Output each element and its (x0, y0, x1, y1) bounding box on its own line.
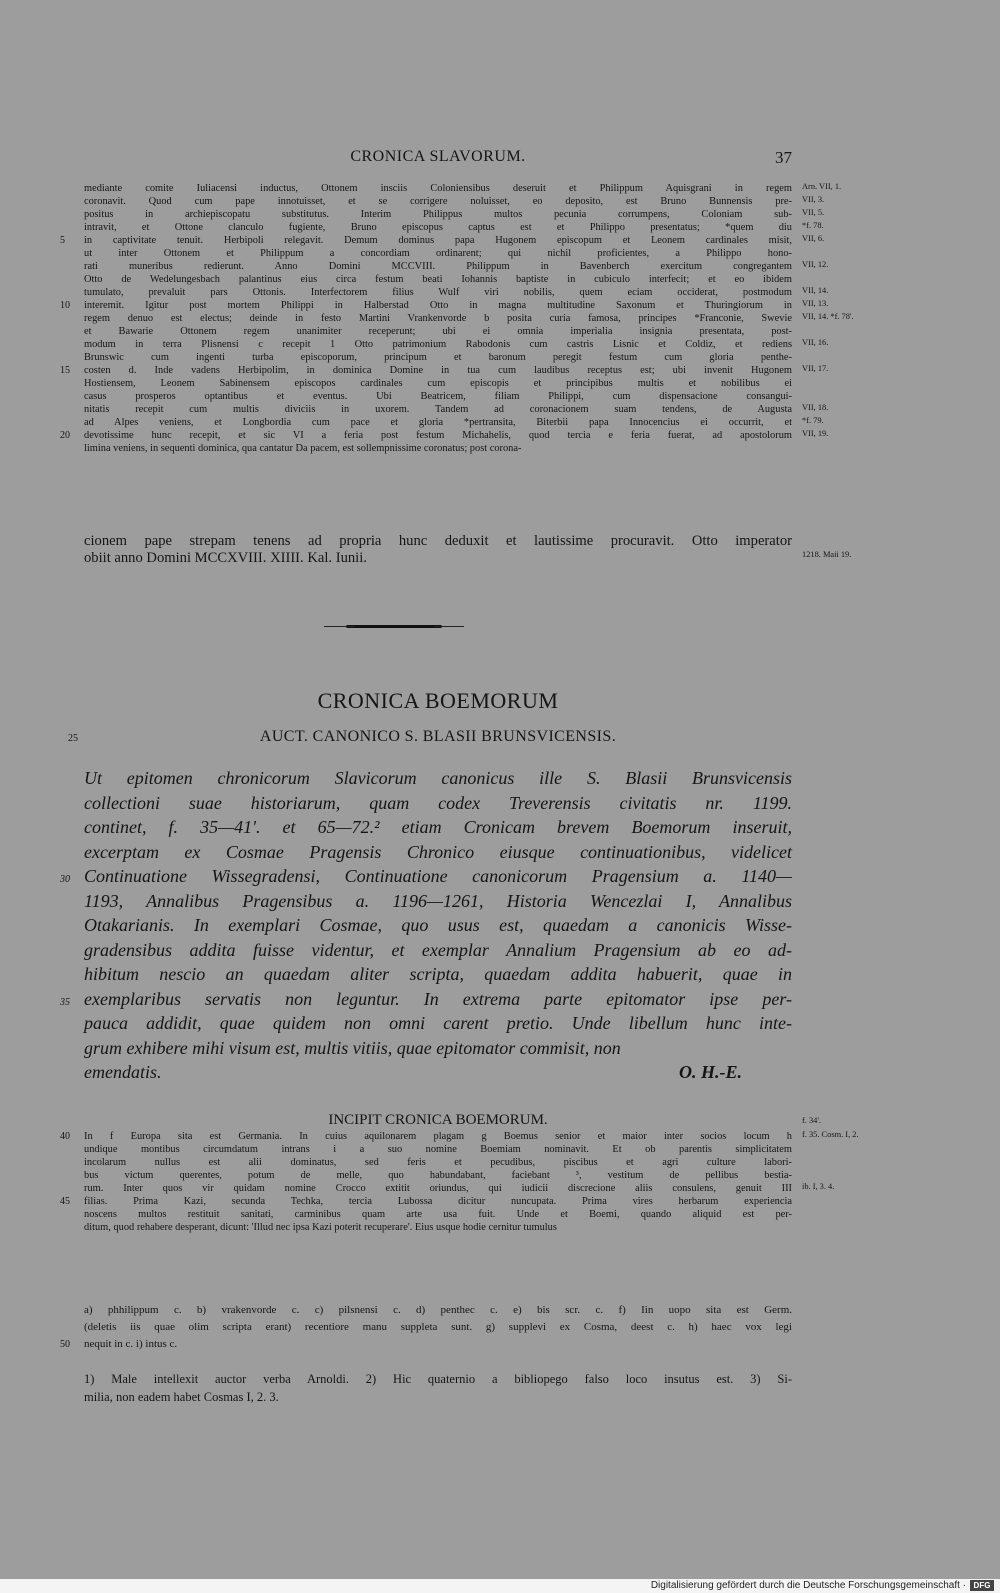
line-text: rati muneribus redierunt. Anno Domini MCCVIII. Philippum in Bavenberch exercitum congregantem (84, 261, 792, 272)
text-line (60, 987, 792, 1012)
text-line (60, 1195, 792, 1208)
text-line (84, 889, 792, 914)
line-text: Hostiensem, Leonem Sabinensem episcopos cardinales cum episcopis et principibus multis et nobilibus ei (84, 378, 792, 389)
line-text: a) phhilippum c. b) vrakenvorde c. c) pilsnensi c. d) penthec c. e) bis scr. c. f) Iin uopo sita est Germ. (84, 1304, 792, 1316)
text-line (84, 286, 829, 299)
margin-reference: VII, 14. (802, 286, 829, 295)
chronicle-slavorum-text (60, 182, 854, 455)
text-line (60, 299, 829, 312)
line-text: grum exhibere mihi visum est, multis vitiis, quae epitomator commisit, non (84, 1037, 621, 1058)
line-number: 10 (60, 300, 70, 311)
editor-introduction (60, 766, 792, 1085)
text-line (84, 840, 792, 865)
text-line (84, 962, 792, 987)
margin-reference: VII, 6. (802, 234, 825, 243)
line-text: bus victum querentes, potum de melle, quo habundabant, faciebant ³, vestitum de pellibus bestia- (84, 1170, 792, 1181)
page-number: 37 (775, 148, 792, 167)
margin-reference: VII, 17. (802, 364, 829, 373)
line-text: filias. Prima Kazi, secunda Techka, tercia Lubossa dicitur nuncupata. Prima vires herbarum experiencia (84, 1196, 792, 1207)
line-text: Ut epitomen chronicorum Slavicorum canonicus ille S. Blasii Brunsvicensis (84, 768, 792, 788)
margin-reference: ib. I, 3. 4. (802, 1182, 835, 1191)
line-number: 30 (60, 874, 70, 885)
margin-reference: 1218. Maii 19. (802, 550, 852, 559)
line-text: modum in terra Plisnensi c recepit 1 Otto patrimonium Rabodonis cum castris Lisnic et Coldiz, et rediens (84, 339, 792, 350)
text-line (84, 913, 792, 938)
line-text: ad Alpes veniens, et Longbordia cum pace et gloria *pertransita, Biterbii papa Innocencius ei occurrit, et (84, 417, 792, 428)
line-text: exemplaribus servatis non leguntur. In extrema parte epitomator ipse per- (84, 988, 792, 1009)
text-line (84, 1302, 792, 1319)
margin-reference: *f. 79. (802, 416, 824, 425)
text-line (84, 938, 792, 963)
margin-reference: VII, 3. (802, 195, 825, 204)
text-line (84, 351, 792, 364)
text-line (84, 1221, 792, 1234)
line-text: rum. Inter quos vir quidam nomine Crocco extitit oriundus, qui iudicii discrecione aliis consulens, genuit III (84, 1183, 792, 1194)
text-line (84, 312, 854, 325)
line-text: Otto de Wedelungesbach palantinus eius circa festum beati Iohannis baptiste in cubiculo interfecit; et eo ibidem (84, 274, 792, 285)
line-text: casus prosperos optantibus et eventus. Ubi Beatricem, filiam Philippi, cum dispensacione consangui- (84, 391, 792, 402)
text-line (84, 221, 824, 234)
line-text: nequit in c. i) intus c. (84, 1338, 178, 1350)
section-title: CRONICA BOEMORUM (317, 688, 559, 713)
editor-signature: O. H.-E. (679, 1062, 742, 1082)
line-text: et Bawarie Ottonem regem unanimiter receperunt; ubi ei omnia imperialia insignia presentata, post- (84, 326, 792, 337)
line-number: 20 (60, 430, 70, 441)
text-line (84, 1182, 835, 1195)
line-text: interemit. Igitur post mortem Philippi in Halberstad Otto in magna multitudine Saxonum et Thuringiorum in (84, 300, 792, 311)
margin-reference: VII, 19. (802, 429, 829, 438)
line-text: intravit, et Ottone clanculo fugiente, Bruno episcopus captus est et Philippo presentatus; *quem diu (84, 222, 792, 233)
line-text: 1) Male intellexit auctor verba Arnoldi. 2) Hic quaternio a bibliopego falso loco insutus est. 3) Si- (84, 1372, 792, 1386)
text-line (84, 338, 829, 351)
dfg-logo-icon: DFG (970, 1580, 994, 1591)
critical-apparatus (60, 1302, 792, 1353)
line-text: In f Europa sita est Germania. In cuius aquilonarem plagam g Boemus senior et maior inter socios locum h (84, 1131, 792, 1142)
text-line (84, 791, 792, 816)
text-line (84, 1208, 792, 1221)
text-line (84, 1388, 792, 1406)
running-title: CRONICA SLAVORUM. (350, 148, 526, 165)
text-line (60, 1336, 792, 1353)
text-line (84, 273, 792, 286)
margin-reference: Arn. VII, 1. (802, 182, 842, 191)
text-line (84, 208, 825, 221)
line-number: 50 (60, 1339, 70, 1350)
text-line (84, 1319, 792, 1336)
line-text: (deletis iis quae olim scripta erant) recentiore manu suppleta sunt. g) supplevi ex Cosma, deest c. h) haec vox legi (84, 1321, 792, 1333)
margin-reference: VII, 14. *f. 78'. (802, 312, 854, 321)
text-line (84, 325, 792, 338)
line-text: positus in archiepiscopatu substitutus. Interim Philippus multos pecunia corrumpens, Coloniam sub- (84, 209, 792, 220)
digitization-footer (0, 1579, 1000, 1593)
line-text: Otakarianis. In exemplari Cosmae, quo usus est, quaedam a canonicis Wisse- (84, 915, 792, 935)
text-line (84, 390, 792, 403)
text-line (84, 247, 792, 260)
line-text: obiit anno Domini MCCXVIII. XIIII. Kal. Iunii. (84, 550, 367, 566)
text-line (84, 377, 792, 390)
line-text: ut inter Ottonem et Philippum a concordiam ordinarent; qui nichil proficientes, a Philippo hono- (84, 248, 792, 259)
text-line (60, 429, 829, 442)
line-text: ditum, quod rehabere desperant, dicunt: 'Illud nec ipsa Kazi poterit recuperare'. Eius usque hodie cernitur tumulus (84, 1222, 557, 1233)
text-line (84, 1169, 792, 1182)
text-line (84, 416, 824, 429)
section-divider-ornament (346, 625, 442, 628)
text-line (60, 234, 825, 247)
text-line (84, 1011, 792, 1036)
chronicle-closing-lines (84, 533, 852, 567)
line-text: excerptam ex Cosmae Pragensis Chronico eiusque continuationibus, videlicet (84, 841, 792, 862)
text-line (84, 766, 792, 791)
text-line (60, 864, 792, 889)
line-text: costen d. Inde vadens Herbipolim, in dominica Domine in tua cum laudibus receptus est; ubi invenit Hugonem (84, 365, 792, 376)
text-line (84, 403, 829, 416)
text-line (84, 815, 792, 840)
line-text: collectioni suae historiarum, quam codex Treverensis civitatis nr. 1199. (84, 792, 792, 813)
text-line (84, 195, 825, 208)
line-number: 5 (60, 235, 65, 246)
line-text: emendatis. (84, 1062, 162, 1082)
text-line (60, 364, 829, 377)
margin-reference: VII, 12. (802, 260, 829, 269)
line-text: Brunswic cum ingenti turba episcoporum, principum et baronum peregit festum cum gloria penthe- (84, 352, 792, 363)
line-number: 15 (60, 365, 70, 376)
folio-note: f. 34'. (802, 1116, 821, 1125)
line-text: coronavit. Quod cum pape innotuisset, et se corrigere noluisset, eo deposito, est Bruno Bunnensis pre- (84, 196, 792, 207)
text-line (84, 533, 792, 550)
line-text: tumulato, prevaluit pars Ottonis. Interfectorem filius Wulf viri nobilis, quem eciam occiderat, postmodum (84, 287, 792, 298)
text-line (84, 1156, 792, 1169)
text-line (84, 182, 842, 195)
line-text: nitatis recepit cum multis diviciis in uxorem. Tandem ad coronacionem suam tendens, de Augusta (84, 404, 792, 415)
line-number: 40 (60, 1131, 70, 1142)
text-line (84, 1143, 792, 1156)
margin-reference: *f. 78. (802, 221, 824, 230)
chronicle-boemorum-text (60, 1130, 859, 1234)
text-line (84, 260, 829, 273)
line-text: Continuatione Wissegradensi, Continuatione canonicorum Pragensium a. 1140— (84, 866, 792, 886)
margin-reference: VII, 18. (802, 403, 829, 412)
margin-reference: VII, 16. (802, 338, 829, 347)
line-text: milia, non eadem habet Cosmas I, 2. 3. (84, 1390, 279, 1404)
line-text: mediante comite Iuliacensi inductus, Ottonem insciis Coloniensibus deseruit et Philippum Aquisgrani in regem (84, 183, 792, 194)
line-text: in captivitate tenuit. Herbipoli relegavit. Demum dominus papa Hugonem episcopum et Leonem cardinales misit, (84, 235, 792, 246)
margin-reference: VII, 13. (802, 299, 829, 308)
margin-reference: VII, 5. (802, 208, 825, 217)
line-text: gradensibus addita fuisse videntur, et exemplar Annalium Pragensium ab eo ad- (84, 939, 792, 960)
line-text: continet, f. 35—41'. et 65—72.² etiam Cronicam brevem Boemorum inseruit, (84, 817, 792, 837)
footer-credit: Digitalisierung gefördert durch die Deutsche Forschungsgemeinschaft · (650, 1580, 966, 1591)
line-text: pauca addidit, quae quidem non omni carent pretio. Unde libellum hunc inte- (84, 1013, 792, 1033)
text-line (84, 1036, 792, 1061)
text-line (84, 1370, 792, 1388)
line-text: 1193, Annalibus Pragensibus a. 1196—1261, Historia Wencezlai I, Annalibus (84, 890, 792, 911)
text-line (60, 1130, 859, 1143)
incipit-heading: INCIPIT CRONICA BOEMORUM. (328, 1112, 548, 1128)
line-text: devotissime hunc recepit, et sic VI a feria post festum Michahelis, quod tercia e feria fuerat, ad apostolorum (84, 430, 792, 441)
text-line (84, 1060, 792, 1085)
margin-reference: f. 35. Cosm. I, 2. (802, 1130, 859, 1139)
page-header (84, 148, 792, 172)
line-number: 25 (68, 733, 78, 744)
section-subtitle: AUCT. CANONICO S. BLASII BRUNSVICENSIS. (259, 728, 617, 745)
text-line (84, 550, 852, 567)
line-text: cionem pape strepam tenens ad propria hunc deduxit et lautissime procuravit. Otto imperator (84, 533, 792, 549)
line-number: 35 (60, 996, 70, 1008)
line-text: undique montibus circumdatum intrans i a suo nomine Boemiam nominavit. Et ob parentis simplicitatem (84, 1144, 792, 1155)
editor-notes (84, 1370, 792, 1406)
line-text: regem denuo est electus; deinde in festo Martini Vrankenvorde b posita curia famosa, principes *Franconie, Swevie (84, 313, 792, 324)
line-text: hibitum nescio an quaedam aliter scripta, quaedam addita habuerit, quae in (84, 964, 792, 984)
line-text: incolarum nullus est alii dominatus, sed feris et pecudibus, piscibus et agri culture labori- (84, 1157, 792, 1168)
line-text: limina veniens, in sequenti dominica, qua cantatur Da pacem, est sollempnissime coronatus; post corona- (84, 443, 522, 454)
line-text: noscens multos restituit sanitati, carminibus quam arte usa fuit. Unde et Boemi, quando aliquid est per- (84, 1209, 792, 1220)
text-line (84, 442, 792, 455)
line-number: 45 (60, 1196, 70, 1207)
